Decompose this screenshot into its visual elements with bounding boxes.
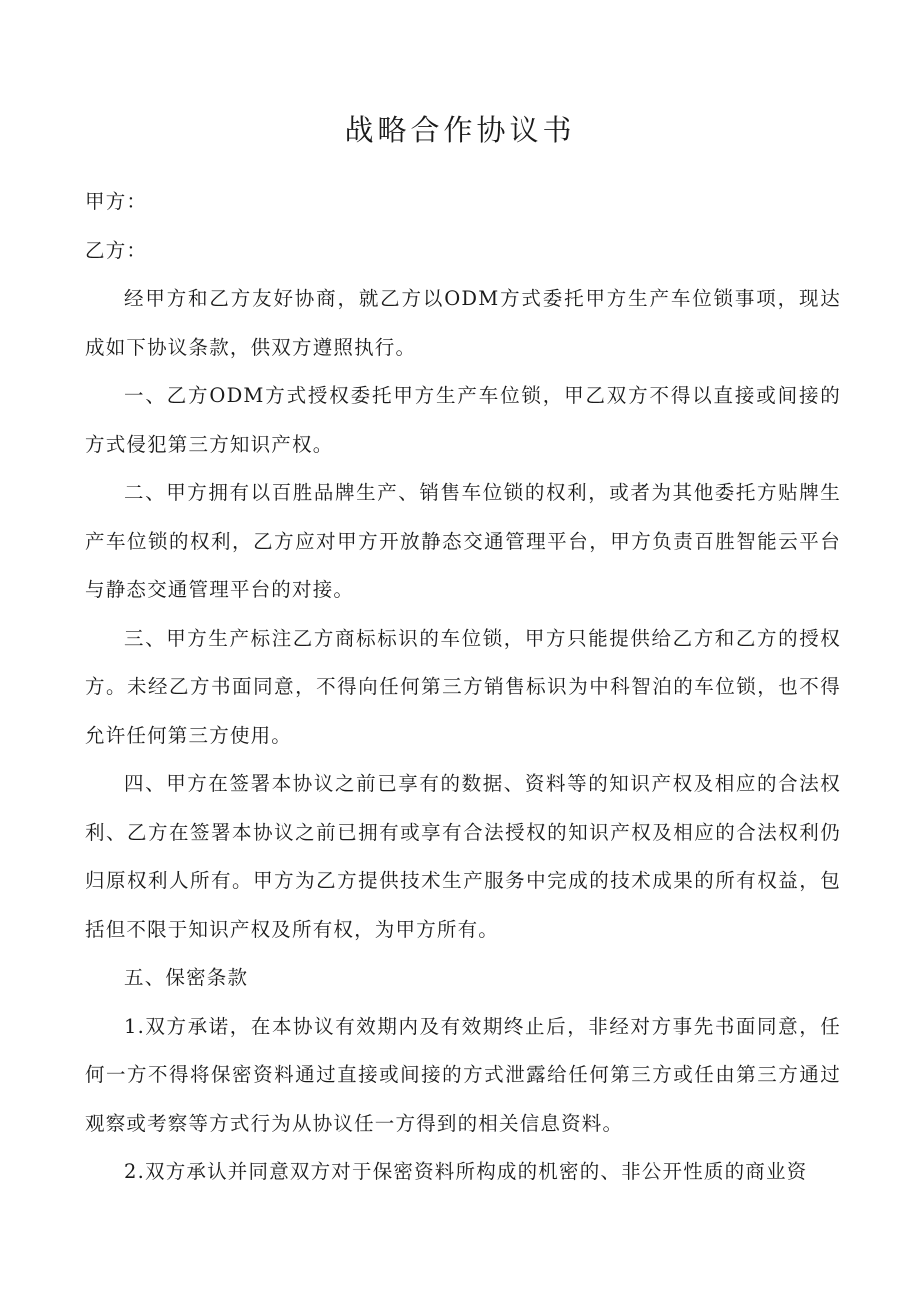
clause-5-item-2: 2.双方承认并同意双方对于保密资料所构成的机密的、非公开性质的商业资 [124,1160,808,1183]
clause-3: 三、甲方生产标注乙方商标标识的车位锁，甲方只能提供给乙方和乙方的授权方。未经乙方书面同意，不得向任何第三方销售标识为中科智泊的车位锁，也不得允许任何第三方使用。 [85,626,841,747]
clause-5-heading: 五、保密条款 [124,966,249,989]
clause-2: 二、甲方拥有以百胜品牌生产、销售车位锁的权利，或者为其他委托方贴牌生产车位锁的权利，乙方应对甲方开放静态交通管理平台，甲方负责百胜智能云平台与静态交通管理平台的对接。 [85,481,841,601]
intro-paragraph: 经甲方和乙方友好协商，就乙方以ODM方式委托甲方生产车位锁事项，现达成如下协议条款，供双方遵照执行。 [85,287,841,359]
party-a-line: 甲方： [85,190,148,213]
party-b-line: 乙方： [85,238,148,262]
clause-4: 四、甲方在签署本协议之前已享有的数据、资料等的知识产权及相应的合法权利、乙方在签署本协议之前已拥有或享有合法授权的知识产权及相应的合法权利仍归原权利人所有。甲方为乙方提供技术生产服务中完成的技术成果的所有权益，包括但不限于知识产权及所有权，为甲方所有。 [85,772,841,941]
clause-5-item-1: 1.双方承诺，在本协议有效期内及有效期终止后，非经对方事先书面同意，任何一方不得将保密资料通过直接或间接的方式泄露给任何第三方或任由第三方通过观察或考察等方式行为从协议任一方得到的相关信息资料。 [85,1014,841,1135]
document-title: 战略合作协议书 [344,113,576,147]
clause-1: 一、乙方ODM方式授权委托甲方生产车位锁，甲乙双方不得以直接或间接的方式侵犯第三方知识产权。 [85,384,841,456]
document-body [85,178,841,1197]
